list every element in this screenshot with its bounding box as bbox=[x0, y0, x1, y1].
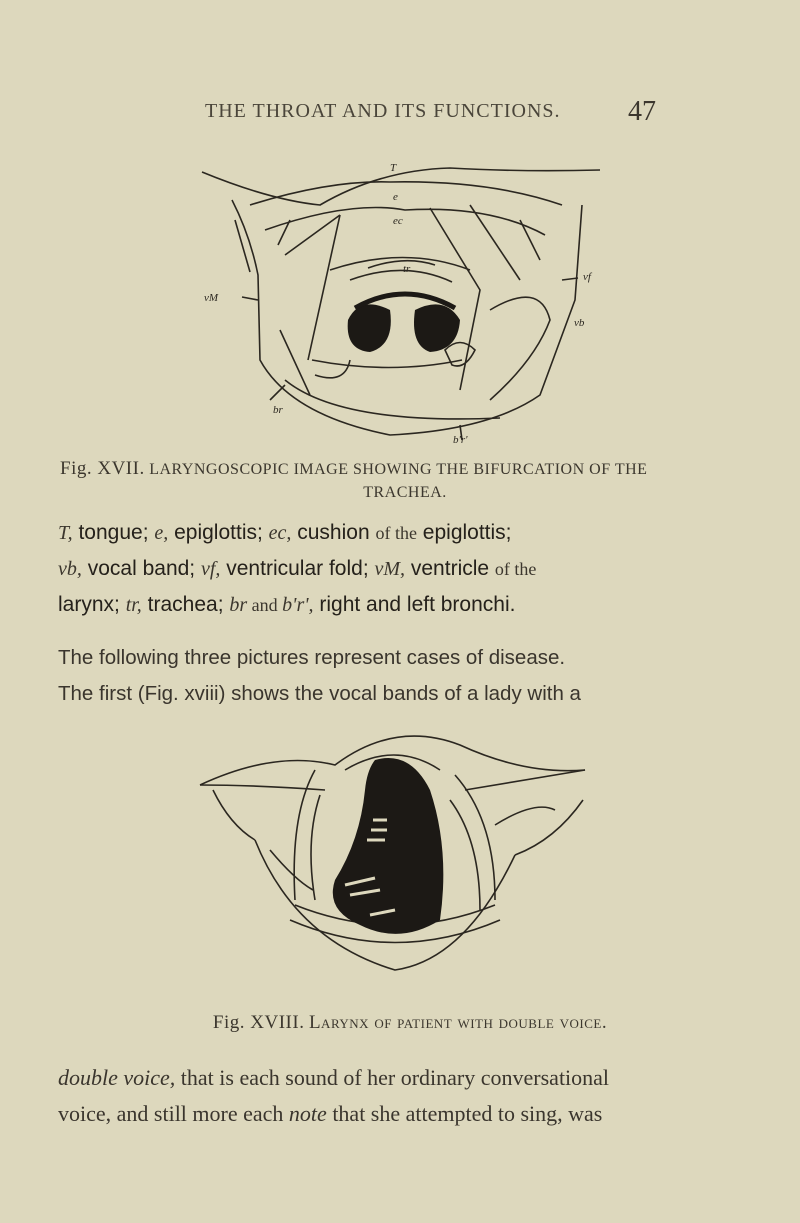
paragraph-2-line-2-a: voice, and still more each bbox=[58, 1101, 289, 1126]
paragraph-2-line-2-b: that she attempted to sing, was bbox=[326, 1101, 603, 1126]
legend-word-and: and bbox=[247, 595, 283, 615]
figure-17-illustration bbox=[190, 160, 620, 445]
figure-17-caption-line2: TRACHEA. bbox=[363, 484, 447, 501]
italic-note: note bbox=[288, 1101, 327, 1126]
legend-def-vocal-band: vocal band; bbox=[81, 557, 201, 580]
paragraph-1-line-1: The following three pictures represent cases of disease. bbox=[58, 646, 566, 669]
label-tr: tr bbox=[403, 263, 411, 275]
label-vb: vb bbox=[574, 317, 585, 329]
figure-18-caption bbox=[0, 1012, 800, 1034]
trachea-dark-left bbox=[348, 304, 391, 352]
label-T: T bbox=[390, 162, 397, 174]
label-br: br bbox=[273, 404, 283, 416]
figure-17-number: Fig. XVII. bbox=[60, 458, 145, 479]
glottis-dark-opening bbox=[333, 758, 444, 934]
legend-term-tr: tr, bbox=[125, 594, 142, 616]
figure-18-caption-text: Larynx of patient with double voice. bbox=[308, 1012, 608, 1033]
italic-double-voice: double voice, bbox=[58, 1065, 176, 1090]
legend-term-ec: ec, bbox=[268, 522, 292, 544]
label-vM: vM bbox=[204, 292, 219, 304]
legend-def-ventricular-fold: ventricular fold; bbox=[220, 557, 375, 580]
legend-def-larynx: larynx; bbox=[58, 593, 126, 616]
legend-term-e: e, bbox=[154, 522, 169, 544]
legend-line-2 bbox=[58, 551, 748, 587]
legend-def-trachea: trachea; bbox=[141, 593, 230, 616]
legend-term-b-r-prime: b'r', bbox=[282, 594, 314, 616]
figure-17-legend bbox=[58, 515, 748, 623]
tongue-outline bbox=[202, 168, 600, 205]
label-ec: ec bbox=[393, 215, 403, 227]
label-vf: vf bbox=[583, 271, 591, 283]
legend-term-T: T, bbox=[58, 522, 73, 544]
legend-term-vM: vM, bbox=[374, 558, 406, 580]
legend-def-epiglottis: epiglottis; bbox=[168, 521, 269, 544]
legend-def-epiglottis-2: epiglottis; bbox=[416, 521, 512, 544]
legend-line-1 bbox=[58, 515, 748, 551]
legend-line-3 bbox=[58, 587, 748, 623]
legend-term-br: br bbox=[229, 594, 248, 616]
paragraph-2-line-1 bbox=[58, 1060, 748, 1096]
legend-def-bronchi: right and left bronchi. bbox=[313, 593, 516, 616]
paragraph-1 bbox=[58, 640, 748, 712]
legend-def-ventricle: ventricle bbox=[405, 557, 495, 580]
paragraph-2 bbox=[58, 1060, 748, 1132]
figure-18-number: Fig. XVIII. bbox=[212, 1012, 305, 1033]
legend-def-tongue: tongue; bbox=[72, 521, 155, 544]
figure-17-caption-text: LARYNGOSCOPIC IMAGE SHOWING THE BIFURCATION OF THE bbox=[149, 461, 648, 478]
legend-word-of-the-2: of the bbox=[494, 559, 537, 579]
running-title: THE THROAT AND ITS FUNCTIONS. bbox=[205, 100, 561, 122]
figure-17-caption bbox=[60, 458, 750, 502]
paragraph-2-line-2 bbox=[58, 1096, 748, 1132]
figure-18-illustration bbox=[195, 730, 590, 980]
label-e: e bbox=[393, 191, 398, 203]
legend-term-vf: vf, bbox=[200, 558, 221, 580]
label-b-r-prime: b'r' bbox=[453, 434, 468, 445]
legend-def-cushion: cushion bbox=[291, 521, 376, 544]
legend-term-vb: vb, bbox=[58, 558, 82, 580]
page-number: 47 bbox=[628, 96, 656, 127]
legend-word-of-the: of the bbox=[375, 523, 417, 543]
paragraph-1-line-2: The first (Fig. xviii) shows the vocal bands of a lady with a bbox=[58, 682, 581, 705]
paragraph-2-line-1-text: that is each sound of her ordinary conversational bbox=[175, 1065, 610, 1090]
